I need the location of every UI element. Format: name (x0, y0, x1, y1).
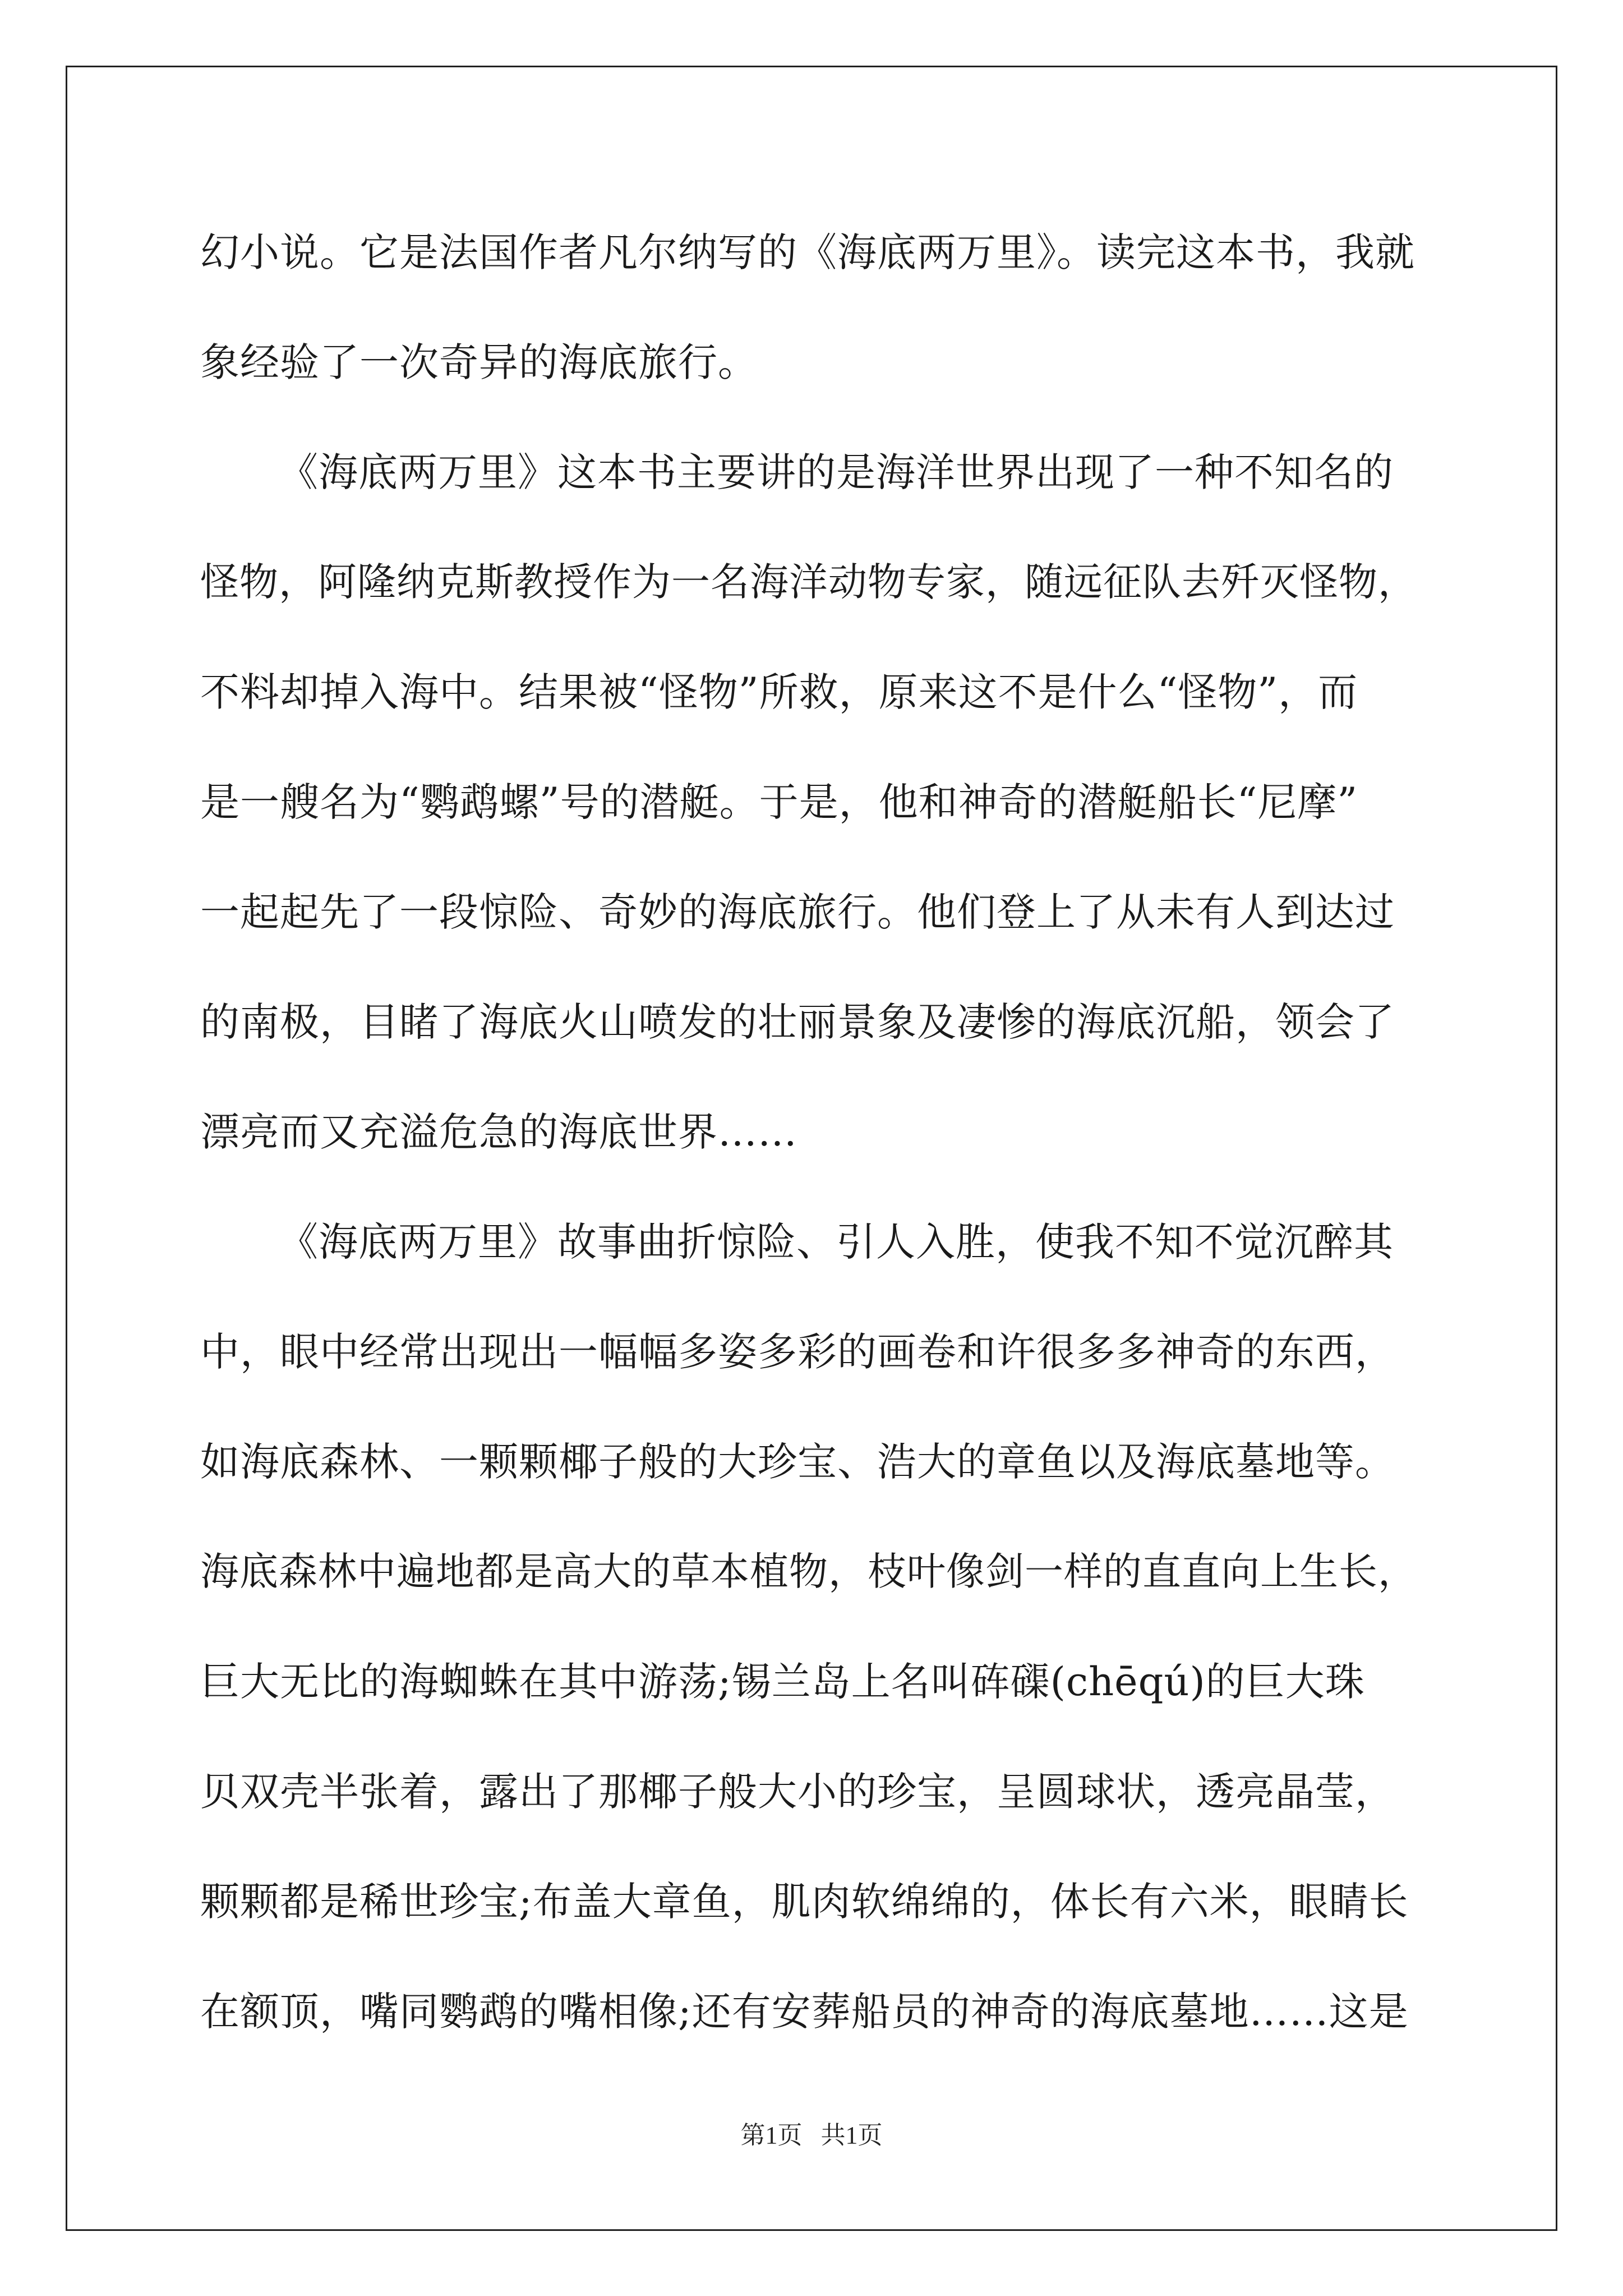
text-line: 在额顶，嘴同鹦鹉的嘴相像;还有安葬船员的神奇的海底墓地……这是 (200, 1989, 1409, 2035)
text-line: 贝双壳半张着，露出了那椰子般大小的珍宝，呈圆球状，透亮晶莹， (200, 1769, 1395, 1815)
text-line: 如海底森林、一颗颗椰子般的大珍宝、浩大的章鱼以及海底墓地等。 (200, 1439, 1395, 1485)
text-line: 海底森林中遍地都是高大的草本植物，枝叶像剑一样的直直向上生长， (200, 1549, 1417, 1594)
text-line: 中，眼中经常出现出一幅幅多姿多彩的画卷和许很多多神奇的东西， (200, 1329, 1395, 1375)
text-line: 怪物，阿隆纳克斯教授作为一名海洋动物专家，随远征队去歼灭怪物， (200, 560, 1417, 605)
text-line: 颗颗都是稀世珍宝;布盖大章鱼，肌肉软绵绵的，体长有六米，眼睛长 (200, 1879, 1409, 1925)
paragraph-start-line: 《海底两万里》这本书主要讲的是海洋世界出现了一种不知名的 (279, 449, 1394, 495)
text-line: 象经验了一次奇异的海底旅行。 (200, 339, 758, 385)
text-line: 漂亮而又充溢危急的海底世界…… (200, 1109, 797, 1155)
paragraph-start-line: 《海底两万里》故事曲折惊险、引人入胜，使我不知不觉沉醉其 (279, 1219, 1394, 1265)
page-number-footer: 第1页 共1页 (740, 2122, 883, 2149)
text-line: 是一艘名为“鹦鹉螺”号的潜艇。于是，他和神奇的潜艇船长“尼摩” (200, 779, 1358, 825)
text-line: 的南极，目睹了海底火山喷发的壮丽景象及凄惨的海底沉船，领会了 (200, 999, 1395, 1045)
text-line: 幻小说。它是法国作者凡尔纳写的《海底两万里》。读完这本书，我就 (200, 229, 1415, 275)
document-body (200, 222, 1434, 2091)
text-line: 巨大无比的海蜘蛛在其中游荡;锡兰岛上名叫砗磲(chēqú)的巨大珠 (200, 1659, 1365, 1705)
text-line: 一起起先了一段惊险、奇妙的海底旅行。他们登上了从未有人到达过 (200, 889, 1395, 935)
text-line: 不料却掉入海中。结果被“怪物”所救，原来这不是什么“怪物”，而 (200, 669, 1358, 715)
